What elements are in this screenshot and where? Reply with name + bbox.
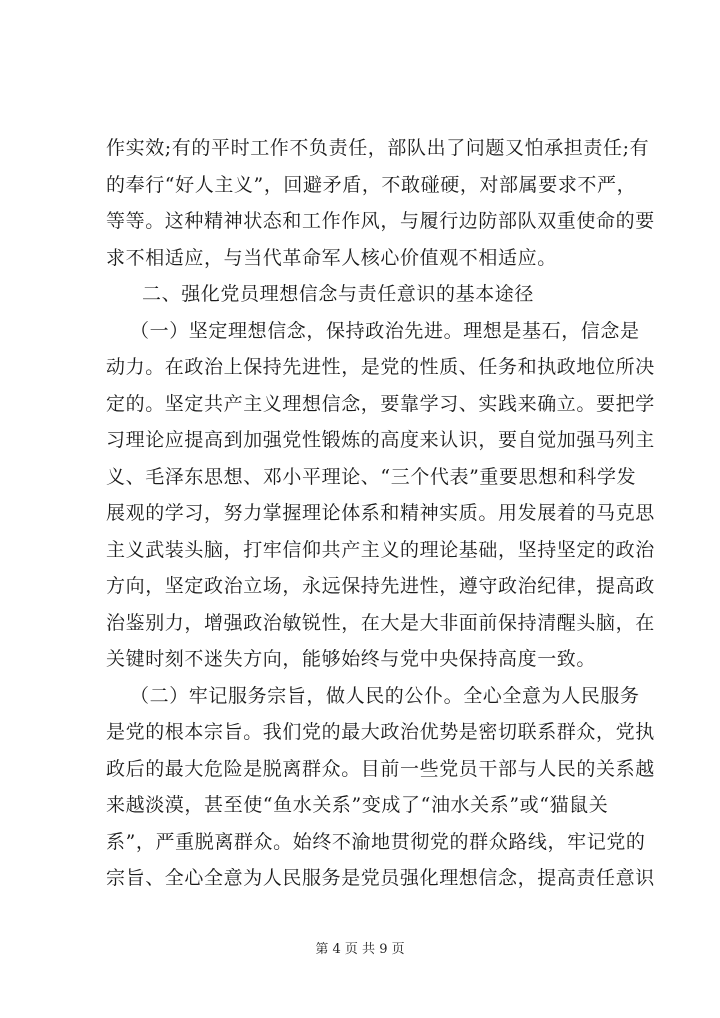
text-line-12: 主义武装头脑，打牢信仰共产主义的理论基础，坚持坚定的政治 bbox=[106, 538, 655, 561]
text-line-20: 系”，严重脱离群众。始终不渝地贯彻党的群众路线，牢记党的 bbox=[106, 830, 646, 853]
section-heading: 二、强化党员理想信念与责任意识的基本途径 bbox=[142, 283, 535, 305]
text-line-9: 习理论应提高到加强党性锻炼的高度来认识，要自觉加强马列主 bbox=[106, 429, 655, 451]
text-line-4: 求不相适应，与当代革命军人核心价值观不相适应。 bbox=[106, 246, 557, 269]
subsection-heading-1: （一）坚定理想信念，保持政治先进。理想是基石，信念是 bbox=[130, 319, 640, 342]
text-line-19: 来越淡漠，甚至使“鱼水关系”变成了“油水关系”或“猫鼠关 bbox=[106, 794, 609, 816]
text-line-1: 作实效;有的平时工作不负责任，部队出了问题又怕承担责任;有 bbox=[106, 137, 650, 159]
text-line-13: 方向，坚定政治立场，永远保持先进性，遵守政治纪律，提高政 bbox=[106, 575, 655, 597]
text-line-2: 的奉行“好人主义”，回避矛盾，不敢碰硬，对部属要求不严， bbox=[106, 173, 637, 196]
text-line-10: 义、毛泽东思想、邓小平理论、“三个代表”重要思想和科学发 bbox=[106, 465, 637, 488]
text-line-17: 是党的根本宗旨。我们党的最大政治优势是密切联系群众，党执 bbox=[106, 721, 655, 743]
text-line-15: 关键时刻不迷失方向，能够始终与党中央保持高度一致。 bbox=[106, 648, 597, 670]
text-line-11: 展观的学习，努力掌握理论体系和精神实质。用发展着的马克思 bbox=[106, 502, 655, 524]
document-body bbox=[106, 130, 655, 897]
text-line-7: 动力。在政治上保持先进性，是党的性质、任务和执政地位所决 bbox=[106, 356, 655, 378]
page-number-footer: 第 4 页 共 9 页 bbox=[315, 942, 405, 957]
text-line-8: 定的。坚定共产主义理想信念，要靠学习、实践来确立。要把学 bbox=[106, 392, 655, 415]
text-line-14: 治鉴别力，增强政治敏锐性，在大是大非面前保持清醒头脑，在 bbox=[106, 611, 655, 634]
subsection-heading-2: （二）牢记服务宗旨，做人民的公仆。全心全意为人民服务 bbox=[130, 684, 640, 707]
text-line-3: 等等。这种精神状态和工作作风，与履行边防部队双重使命的要 bbox=[106, 210, 655, 232]
text-line-18: 政后的最大危险是脱离群众。目前一些党员干部与人民的关系越 bbox=[106, 757, 655, 780]
text-line-21: 宗旨、全心全意为人民服务是党员强化理想信念，提高责任意识 bbox=[106, 867, 655, 889]
